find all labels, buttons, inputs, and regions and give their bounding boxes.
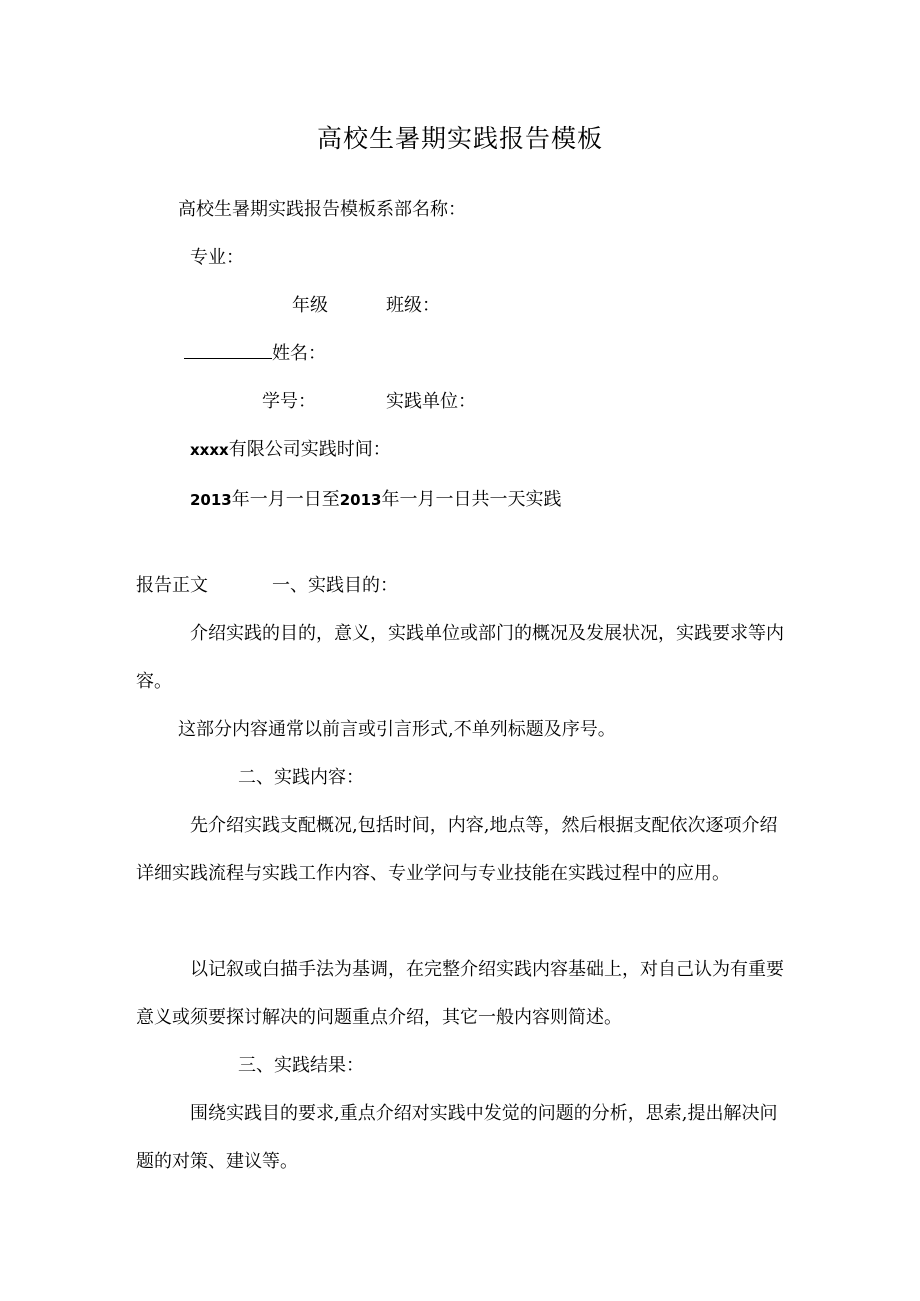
section3-heading: 三、实践结果： [238,1055,364,1076]
company-rest: 有限公司实践时间： [228,439,391,460]
section2-paragraph-2: 以记叙或白描手法为基调，在完整介绍实践内容基础上，对自己认为有重要意义或须要探讨解决的问题重点介绍，其它一般内容则简述。 [136,959,784,1028]
major-line: 专业： [190,247,244,268]
date-end: 年一月一日共一天实践 [381,489,562,510]
section1-paragraph-1: 介绍实践的目的，意义，实践单位或部门的概况及发展状况，实践要求等内容。 [136,623,784,692]
grade-label: 年级 [292,295,328,316]
section1-paragraph-2: 这部分内容通常以前言或引言形式,不单列标题及序号。 [178,719,616,740]
section1-heading: 一、实践目的： [272,575,398,596]
date-year-start: 2013 [190,491,232,509]
date-line [190,488,562,512]
company-line [190,438,391,462]
class-label: 班级： [386,295,440,316]
name-label: 姓名： [272,343,326,364]
document-title: 高校生暑期实践报告模板 [316,124,603,153]
section2-paragraph-1: 先介绍实践支配概况,包括时间，内容,地点等，然后根据支配依次逐项介绍详细实践流程与实践工作内容、专业学问与专业技能在实践过程中的应用。 [136,815,778,884]
date-year-end: 2013 [339,491,382,509]
company-placeholder: xxxx [190,441,229,459]
dept-line: 高校生暑期实践报告模板系部名称： [178,199,466,220]
unit-label: 实践单位： [386,391,476,412]
student-id-label: 学号： [262,391,316,412]
date-middle: 年一月一日至 [231,489,340,510]
section2-heading: 二、实践内容： [238,767,364,788]
section3-paragraph-1: 围绕实践目的要求,重点介绍对实践中发觉的问题的分析，思索,提出解决问题的对策、建议等。 [136,1103,778,1172]
report-label: 报告正文 [136,575,208,596]
name-blank [184,342,272,359]
name-line [184,342,326,366]
